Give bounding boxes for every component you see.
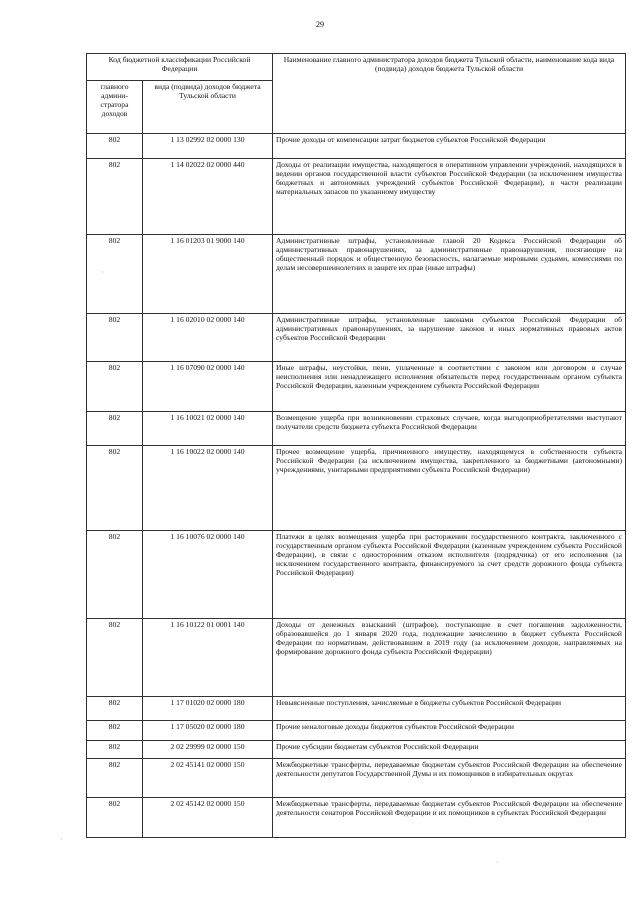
- administrator-code-cell: 802: [87, 362, 143, 412]
- revenue-code-cell: 2 02 45142 02 0000 150: [143, 798, 273, 838]
- table-row: [87, 314, 626, 362]
- table-row: [87, 721, 626, 741]
- revenue-code-cell: 1 16 02010 02 0000 140: [143, 314, 273, 362]
- scan-dot: ·: [496, 858, 499, 867]
- revenue-name-cell: Административные штрафы, установленные главой 20 Кодекса Российской Федерации об административных правонарушениях, за административные правонарушения, посягающие на общественный порядок и общественную безопасность, налагаемые мировыми судьями, комиссиями по делам несовершеннолетних и защите их прав (иные штрафы): [273, 235, 626, 314]
- administrator-code-cell: 802: [87, 741, 143, 759]
- revenue-name-cell: Доходы от реализации имущества, находящегося в оперативном управлении учреждений, находящихся в ведении органов государственной власти субъектов Российской Федерации (за исключением имущества бюджетных и автономных учреждений субъектов Российской Федерации), в части реализации материальных запасов по указанному имуществу: [273, 159, 626, 235]
- administrator-code-cell: 802: [87, 446, 143, 531]
- revenue-name-cell: Межбюджетные трансферты, передаваемые бюджетам субъектов Российской Федерации на обеспечение деятельности депутатов Государственной Думы и их помощников в избирательных округах: [273, 759, 626, 798]
- table-row: [87, 412, 626, 446]
- administrator-code-cell: 802: [87, 235, 143, 314]
- administrator-code-cell: 802: [87, 798, 143, 838]
- revenue-code-cell: 1 14 02022 02 0000 440: [143, 159, 273, 235]
- revenue-code-cell: 1 16 07090 02 0000 140: [143, 362, 273, 412]
- main-administrator-header: главного админи-стратора доходов: [87, 81, 143, 134]
- table-row: [87, 531, 626, 619]
- revenue-code-cell: 1 13 02992 02 0000 130: [143, 134, 273, 159]
- table-row: [87, 619, 626, 697]
- revenue-name-cell: Платежи в целях возмещения ущерба при расторжении государственного контракта, заключенного с государственным органом субъекта Российской Федерации (казенным учреждением субъекта Российской Федерации), в связи с односторонним отказом исполнителя (подрядчика) от его исполнения (за исключением государственного контракта, финансируемого за счет средств дорожного фонда субъекта Российской Федерации): [273, 531, 626, 619]
- revenue-kind-header: вида (подвида) доходов бюджета Тульской области: [143, 81, 273, 134]
- administrator-code-cell: 802: [87, 697, 143, 721]
- administrator-code-cell: 802: [87, 159, 143, 235]
- scan-dot: ·: [101, 268, 104, 277]
- revenue-codes-table: [86, 53, 626, 838]
- table-row: [87, 697, 626, 721]
- budget-classification-code-header: Код бюджетной классификации Российской Федерации: [87, 54, 273, 81]
- administrator-code-cell: 802: [87, 531, 143, 619]
- revenue-name-cell: Прочее возмещение ущерба, причиненного имуществу, находящемуся в собственности субъекта Российской Федерации (за исключением имущества, закрепленного за бюджетными (автономными) учреждениями, унитарными предприятиями субъекта Российской Федерации): [273, 446, 626, 531]
- revenue-name-cell: Прочие субсидии бюджетам субъектов Российской Федерации: [273, 741, 626, 759]
- revenue-code-cell: 1 16 10021 02 0000 140: [143, 412, 273, 446]
- administrator-code-cell: 802: [87, 619, 143, 697]
- revenue-code-cell: 1 16 10122 01 0001 140: [143, 619, 273, 697]
- revenue-name-cell: Межбюджетные трансферты, передаваемые бюджетам субъектов Российской Федерации на обеспечение деятельности сенаторов Российской Федерации и их помощников в субъектах Российской Федерации: [273, 798, 626, 838]
- revenue-name-cell: Доходы от денежных взысканий (штрафов), поступающие в счет погашения задолженности, образовавшейся до 1 января 2020 года, подлежащие зачислению в бюджет субъекта Российской Федерации по нормативам, действовавшим в 2019 году (за исключением доходов, направляемых на формирование дорожного фонда субъекта Российской Федерации): [273, 619, 626, 697]
- table-row: [87, 362, 626, 412]
- revenue-code-cell: 2 02 29999 02 0000 150: [143, 741, 273, 759]
- table-row: [87, 134, 626, 159]
- revenue-code-cell: 1 16 10076 02 0000 140: [143, 531, 273, 619]
- revenue-code-cell: 2 02 45141 02 0000 150: [143, 759, 273, 798]
- table-row: [87, 235, 626, 314]
- revenue-name-cell: Прочие неналоговые доходы бюджетов субъектов Российской Федерации: [273, 721, 626, 741]
- table-row: [87, 759, 626, 798]
- revenue-code-cell: 1 17 05020 02 0000 180: [143, 721, 273, 741]
- revenue-code-cell: 1 16 10022 02 0000 140: [143, 446, 273, 531]
- table-row: [87, 798, 626, 838]
- administrator-code-cell: 802: [87, 721, 143, 741]
- revenue-code-cell: 1 17 01020 02 0000 180: [143, 697, 273, 721]
- page-number: 29: [316, 20, 324, 29]
- revenue-code-cell: 1 16 01203 01 9000 140: [143, 235, 273, 314]
- administrator-code-cell: 802: [87, 314, 143, 362]
- table-row: [87, 741, 626, 759]
- table-row: [87, 446, 626, 531]
- revenue-name-cell: Прочие доходы от компенсации затрат бюджетов субъектов Российской Федерации: [273, 134, 626, 159]
- table-body: [87, 134, 626, 838]
- revenue-name-cell: Иные штрафы, неустойки, пени, уплаченные в соответствии с законом или договором в случае неисполнения или ненадлежащего исполнения обязательств перед государственным органом субъекта Российской Федерации, казенным учреждением субъекта Российской Федерации: [273, 362, 626, 412]
- scan-dot: ·: [60, 835, 63, 844]
- revenue-name-cell: Невыясненные поступления, зачисляемые в бюджеты субъектов Российской Федерации: [273, 697, 626, 721]
- administrator-code-cell: 802: [87, 759, 143, 798]
- revenue-name-cell: Административные штрафы, установленные законами субъектов Российской Федерации об административных правонарушениях, за нарушение законов и иных нормативных правовых актов субъектов Российской Федерации: [273, 314, 626, 362]
- administrator-code-cell: 802: [87, 134, 143, 159]
- administrator-code-cell: 802: [87, 412, 143, 446]
- revenue-name-cell: Возмещение ущерба при возникновении страховых случаев, когда выгодоприобретателями выступают получатели средств бюджета субъекта Российской Федерации: [273, 412, 626, 446]
- table-row: [87, 159, 626, 235]
- administrator-name-header: Наименование главного администратора доходов бюджета Тульской области, наименование кода вида (подвида) доходов бюджета Тульской области: [273, 54, 626, 134]
